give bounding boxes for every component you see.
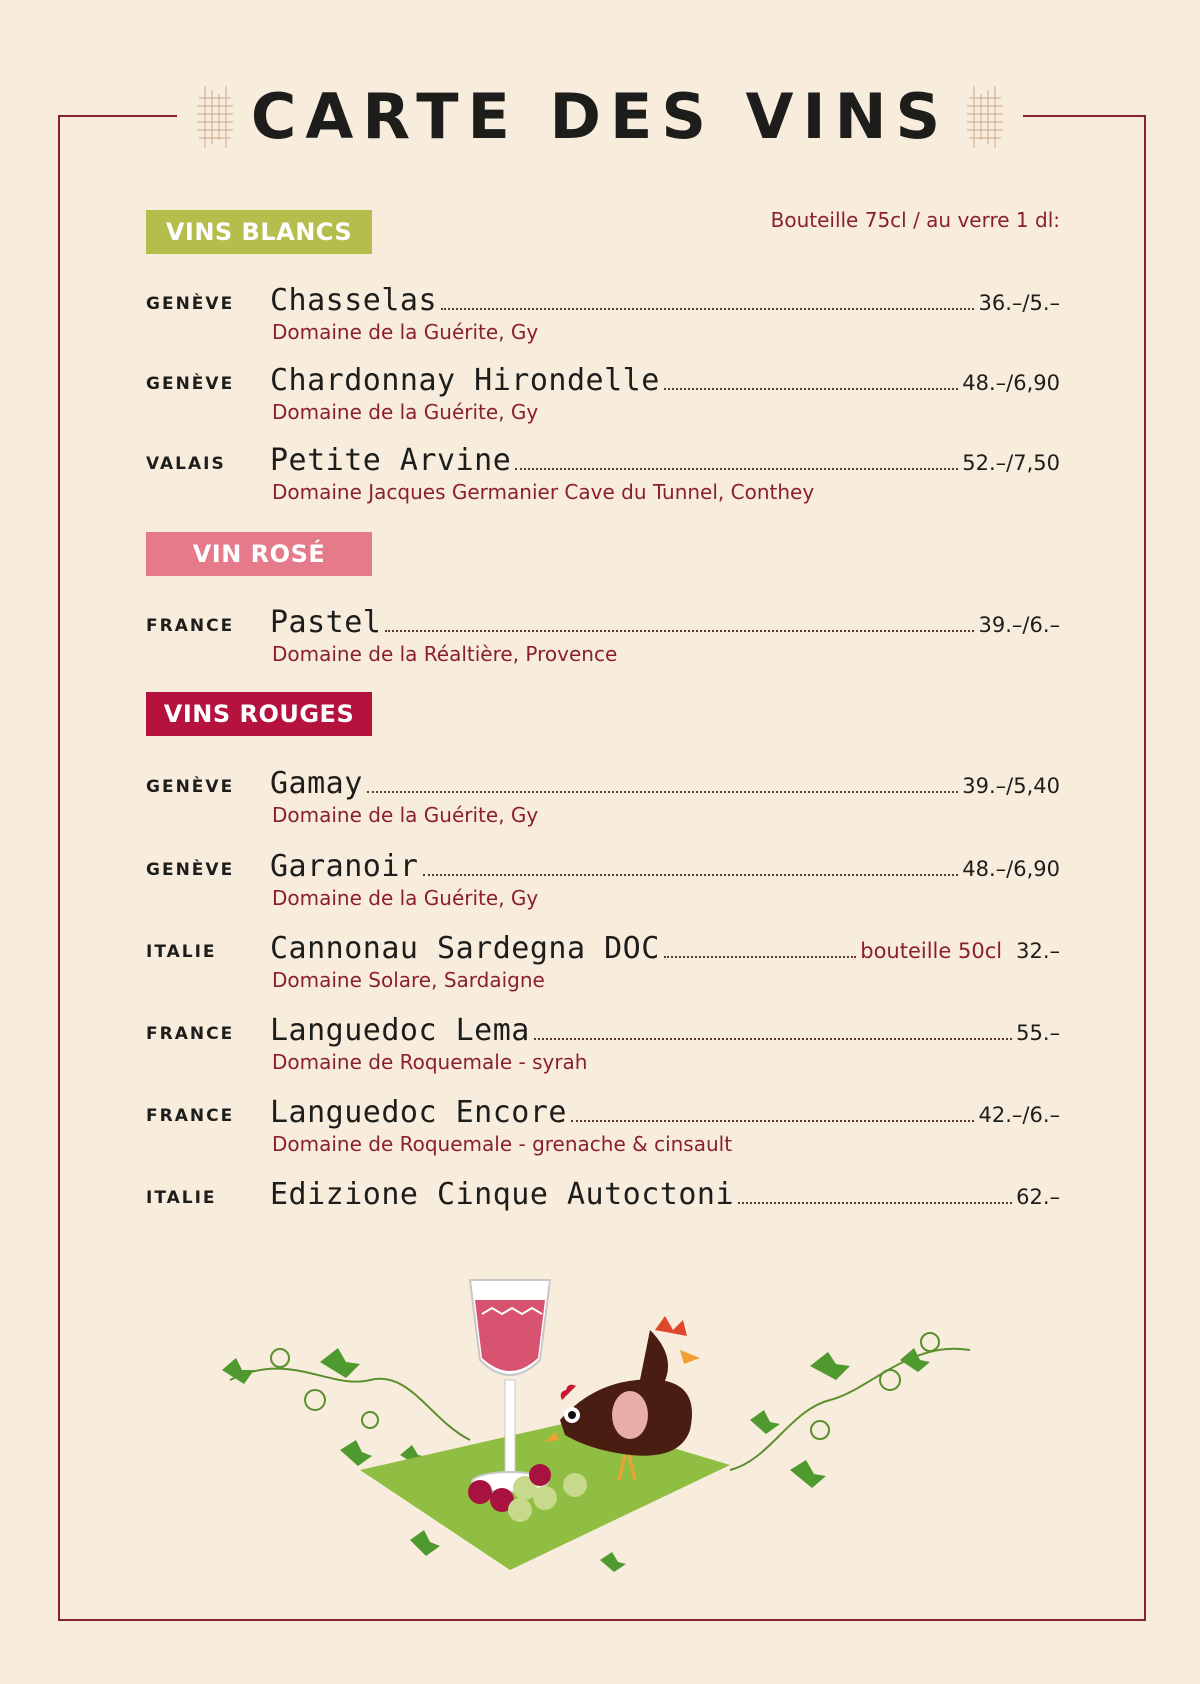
wine-price: 48.–/6,90	[962, 857, 1060, 881]
wine-price: 48.–/6,90	[962, 371, 1060, 395]
grid-ornament-left-icon	[195, 84, 235, 150]
section-label-vins-blancs: VINS BLANCS	[146, 210, 372, 254]
wine-price: 39.–/5,40	[962, 774, 1060, 798]
wine-origin: GENÈVE	[146, 777, 235, 797]
wine-origin: GENÈVE	[146, 294, 235, 314]
wine-price: 42.–/6.–	[978, 1103, 1060, 1127]
wine-price: 55.–	[1016, 1021, 1060, 1045]
dotted-leader	[367, 791, 958, 793]
wine-domain: Domaine de Roquemale - grenache & cinsault	[272, 1132, 733, 1156]
title-bar	[0, 72, 1200, 162]
wine-origin: ITALIE	[146, 1188, 217, 1208]
wine-domain: Domaine de la Guérite, Gy	[272, 886, 539, 910]
wine-row	[146, 928, 1060, 998]
wine-name: Chasselas	[270, 283, 438, 318]
wine-name: Edizione Cinque Autoctoni	[270, 1177, 735, 1212]
wine-row	[146, 846, 1060, 916]
wine-price: 32.–	[1016, 939, 1060, 963]
wine-name: Garanoir	[270, 849, 419, 884]
wine-origin: FRANCE	[146, 1024, 235, 1044]
wine-name: Languedoc Lema	[270, 1013, 530, 1048]
wine-price: 36.–/5.–	[978, 291, 1060, 315]
wine-hen-illustration	[210, 1270, 990, 1590]
wine-row	[146, 1010, 1060, 1080]
section-label-vin-rose: VIN ROSÉ	[146, 532, 372, 576]
wine-domain: Domaine de la Guérite, Gy	[272, 320, 539, 344]
dotted-leader	[423, 874, 959, 876]
page-title: CARTE DES VINS	[250, 80, 950, 153]
wine-name: Petite Arvine	[270, 443, 512, 478]
wine-domain: Domaine Jacques Germanier Cave du Tunnel, Conthey	[272, 480, 815, 504]
wine-domain: Domaine de la Guérite, Gy	[272, 803, 539, 827]
wine-price: 62.–	[1016, 1185, 1060, 1209]
wine-row	[146, 602, 1060, 672]
wine-origin: GENÈVE	[146, 860, 235, 880]
dotted-leader	[385, 630, 974, 632]
wine-domain: Domaine de Roquemale - syrah	[272, 1050, 588, 1074]
grid-ornament-right-icon	[965, 84, 1005, 150]
wine-origin: FRANCE	[146, 1106, 235, 1126]
wine-origin: ITALIE	[146, 942, 217, 962]
wine-row	[146, 1174, 1060, 1244]
wine-row	[146, 360, 1060, 430]
wine-domain: Domaine Solare, Sardaigne	[272, 968, 545, 992]
dotted-leader	[515, 468, 958, 470]
dotted-leader	[664, 956, 856, 958]
wine-name: Pastel	[270, 605, 382, 640]
wine-row	[146, 763, 1060, 833]
wine-origin: GENÈVE	[146, 374, 235, 394]
price-format-note: Bouteille 75cl / au verre 1 dl:	[770, 208, 1060, 232]
wine-row	[146, 440, 1060, 510]
wine-name: Gamay	[270, 766, 363, 801]
wine-name: Languedoc Encore	[270, 1095, 567, 1130]
wine-domain: Domaine de la Guérite, Gy	[272, 400, 539, 424]
wine-domain: Domaine de la Réaltière, Provence	[272, 642, 618, 666]
dotted-leader	[571, 1120, 975, 1122]
wine-price: 39.–/6.–	[978, 613, 1060, 637]
wine-origin: VALAIS	[146, 454, 226, 474]
dotted-leader	[534, 1038, 1012, 1040]
dotted-leader	[664, 388, 958, 390]
wine-price: 52.–/7,50	[962, 451, 1060, 475]
dotted-leader	[738, 1202, 1012, 1204]
wine-price-note: bouteille 50cl	[860, 939, 1003, 963]
section-label-vins-rouges: VINS ROUGES	[146, 692, 372, 736]
dotted-leader	[441, 308, 974, 310]
wine-name: Cannonau Sardegna DOC	[270, 931, 660, 966]
wine-row	[146, 1092, 1060, 1162]
wine-origin: FRANCE	[146, 616, 235, 636]
wine-row	[146, 280, 1060, 350]
wine-name: Chardonnay Hirondelle	[270, 363, 660, 398]
